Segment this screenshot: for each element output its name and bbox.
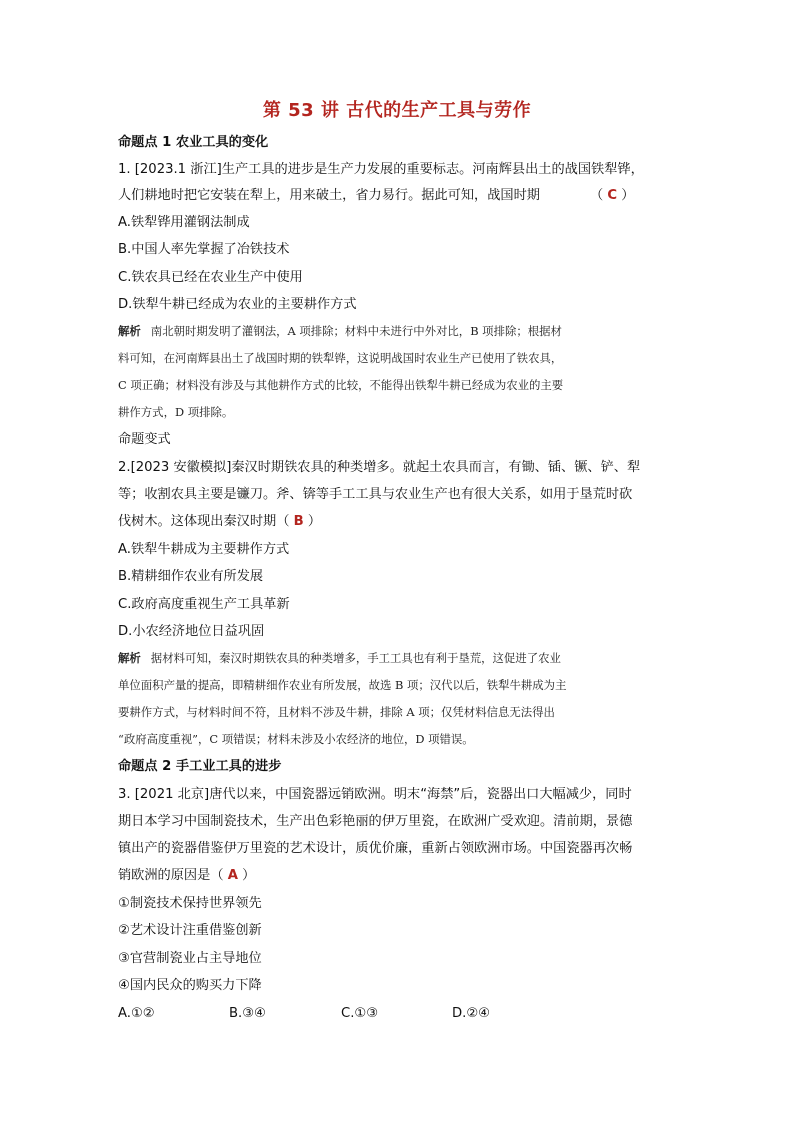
option-b: B.③④: [229, 1006, 266, 1021]
question-text-line: 镇出产的瓷器借鉴伊万里瓷的艺术设计，质优价廉，重新占领欧洲市场。中国瓷器再次畅: [118, 841, 633, 856]
explanation-line: 料可知，在河南辉县出土了战国时期的铁犁铧，这说明战国时农业生产已使用了铁农具，: [118, 351, 563, 365]
explanation-line: 解析 据材料可知，秦汉时期铁农具的种类增多，手工工具也有利于垦荒，这促进了农业: [118, 651, 561, 665]
option-a: A.铁犁牛耕成为主要耕作方式: [118, 542, 290, 557]
explanation-line: 要耕作方式，与材料时间不符，且材料不涉及牛耕，排除 A 项；仅凭材料信息无法得出: [118, 705, 555, 719]
section-heading: 命题点 2 手工业工具的进步: [118, 759, 282, 774]
explanation-line: “政府高度重视”，C 项错误；材料未涉及小农经济的地位，D 项错误。: [118, 732, 474, 746]
statement-item: ①制瓷技术保持世界领先: [118, 896, 262, 911]
answer-letter: A: [227, 868, 238, 883]
option-c: C.①③: [341, 1006, 379, 1021]
option-c: C.铁农具已经在农业生产中使用: [118, 270, 303, 285]
option-d: D.小农经济地位日益巩固: [118, 624, 265, 639]
explanation-line: 耕作方式，D 项排除。: [118, 405, 234, 419]
question-text-line: 等；收割农具主要是镰刀。斧、锛等手工工具与农业生产也有很大关系，如用于垦荒时砍: [118, 487, 633, 502]
option-a: A.①②: [118, 1006, 155, 1021]
page-title: 第 53 讲 古代的生产工具与劳作: [262, 100, 532, 121]
statement-item: ③官营制瓷业占主导地位: [118, 951, 262, 966]
question-text-line: 期日本学习中国制瓷技术，生产出色彩艳丽的伊万里瓷，在欧洲广受欢迎。清前期，景德: [118, 814, 633, 829]
question-text-line: 人们耕地时把它安装在犁上，用来破土，省力易行。据此可知，战国时期 （ C ）: [118, 188, 635, 203]
section-subheading: 命题变式: [118, 432, 171, 447]
option-d: D.铁犁牛耕已经成为农业的主要耕作方式: [118, 297, 357, 312]
question-text-line: 2.[2023 安徽模拟]秦汉时期铁农具的种类增多。就起土农具而言，有锄、锸、镢、铲、犁: [118, 460, 641, 475]
option-b: B.精耕细作农业有所发展: [118, 569, 264, 584]
question-text-line: 销欧洲的原因是（ A ）: [118, 868, 256, 883]
explanation-label: 解析: [118, 324, 141, 338]
explanation-line: C 项正确；材料没有涉及与其他耕作方式的比较，不能得出铁犁牛耕已经成为农业的主要: [118, 378, 564, 392]
explanation-line: 单位面积产量的提高，即精耕细作农业有所发展，故选 B 项；汉代以后，铁犁牛耕成为主: [118, 678, 567, 692]
question-text-line: 伐树木。这体现出秦汉时期（ B ）: [118, 514, 322, 529]
explanation-line: 解析 南北朝时期发明了灌钢法，A 项排除；材料中未进行中外对比，B 项排除；根据材: [118, 324, 562, 338]
question-text-line: 3. [2021 北京]唐代以来，中国瓷器远销欧洲。明末“海禁”后，瓷器出口大幅减少，同时: [118, 787, 632, 802]
option-b: B.中国人率先掌握了冶铁技术: [118, 242, 290, 257]
answer-letter: B: [293, 514, 304, 529]
answer-letter: C: [607, 188, 618, 203]
option-a: A.铁犁铧用灌钢法制成: [118, 215, 250, 230]
section-heading: 命题点 1 农业工具的变化: [118, 135, 269, 150]
statement-item: ④国内民众的购买力下降: [118, 978, 262, 993]
option-c: C.政府高度重视生产工具革新: [118, 597, 290, 612]
option-d: D.②④: [452, 1006, 490, 1021]
question-text-line: 1. [2023.1 浙江]生产工具的进步是生产力发展的重要标志。河南辉县出土的战国铁犁铧，: [118, 162, 644, 177]
statement-item: ②艺术设计注重借鉴创新: [118, 923, 262, 938]
